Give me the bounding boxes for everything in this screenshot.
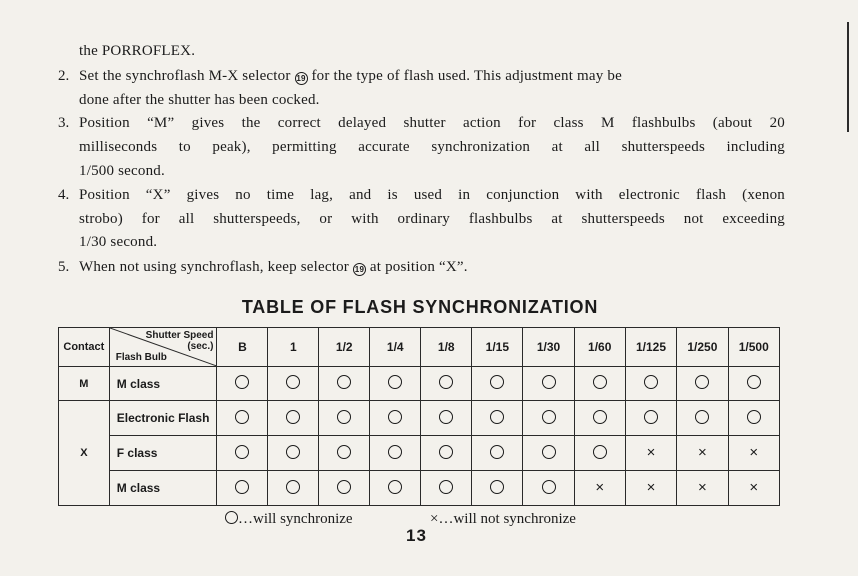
item-2-text-b: for the type of flash used. This adjustment may be [311, 68, 622, 84]
item-4-line-1: Position “X” gives no time lag, and is used in conjunction with electronic flash (xenon [79, 187, 785, 203]
sync-circle-icon [439, 375, 453, 389]
intro-line: the PORROFLEX. [79, 43, 196, 59]
flash-bulb-label: Flash Bulb [115, 352, 167, 363]
sync-mark-cell [728, 401, 779, 436]
flash-sync-table [58, 327, 780, 506]
speed-header: 1/125 [625, 328, 676, 367]
sync-mark-cell [677, 401, 728, 436]
sync-circle-icon [644, 375, 658, 389]
sync-circle-icon [695, 375, 709, 389]
sync-mark-cell [370, 471, 421, 506]
sync-mark-cell [625, 436, 676, 471]
sync-mark-cell [319, 436, 370, 471]
legend-sync-text: …will synchronize [238, 511, 353, 527]
sync-mark-cell [217, 436, 268, 471]
page-edge-mark [847, 22, 849, 132]
shutter-speed-text: Shutter Speed [145, 330, 214, 341]
sync-circle-icon [235, 445, 249, 459]
sync-circle-icon [337, 375, 351, 389]
speed-header: 1/8 [421, 328, 472, 367]
nosync-cross-icon: × [646, 444, 656, 461]
sync-mark-cell [728, 471, 779, 506]
sync-circle-icon [542, 480, 556, 494]
sync-mark-cell [217, 471, 268, 506]
diagonal-header-cell [109, 328, 217, 367]
sync-circle-icon [388, 445, 402, 459]
sync-mark-cell [625, 401, 676, 436]
nosync-cross-icon: × [697, 444, 707, 461]
sync-circle-icon [337, 445, 351, 459]
sync-circle-icon [439, 445, 453, 459]
sync-circle-icon [225, 511, 238, 524]
sync-circle-icon [747, 375, 761, 389]
item-2-line-1 [79, 67, 785, 85]
item-5-line-1 [79, 258, 468, 276]
sync-mark-cell [625, 367, 676, 401]
sync-circle-icon [439, 480, 453, 494]
shutter-speed-unit: (sec.) [187, 341, 214, 352]
item-5-number: 5. [58, 259, 70, 275]
sync-mark-cell [319, 367, 370, 401]
bulb-cell: M class [109, 367, 217, 401]
nosync-cross-icon: × [749, 444, 759, 461]
sync-mark-cell [574, 471, 625, 506]
sync-circle-icon [542, 410, 556, 424]
contact-cell: X [59, 401, 110, 506]
sync-mark-cell [268, 367, 319, 401]
sync-mark-cell [319, 401, 370, 436]
bulb-cell: F class [109, 436, 217, 471]
speed-header: 1/60 [574, 328, 625, 367]
item-3-line-1: Position “M” gives the correct delayed shutter action for class M flashbulbs (about 20 [79, 115, 785, 131]
sync-mark-cell [268, 436, 319, 471]
legend-sync [225, 510, 353, 528]
speed-header: 1/500 [728, 328, 779, 367]
speed-header: B [217, 328, 268, 367]
sync-mark-cell [677, 471, 728, 506]
sync-mark-cell [523, 401, 574, 436]
nosync-cross-icon: × [595, 479, 605, 496]
table-row [59, 471, 780, 506]
speed-header: 1/250 [677, 328, 728, 367]
item-2-line-2: done after the shutter has been cocked. [79, 92, 320, 108]
sync-circle-icon [235, 480, 249, 494]
sync-circle-icon [695, 410, 709, 424]
sync-mark-cell [370, 436, 421, 471]
sync-circle-icon [644, 410, 658, 424]
sync-mark-cell [370, 401, 421, 436]
item-4-line-2: strobo) for all shutterspeeds, or with ordinary flashbulbs at shutterspeeds not exceeding [79, 211, 785, 227]
sync-mark-cell [574, 436, 625, 471]
legend-nosync [430, 510, 576, 528]
speed-header: 1/30 [523, 328, 574, 367]
sync-circle-icon [337, 410, 351, 424]
table-title: TABLE OF FLASH SYNCHRONIZATION [241, 297, 599, 317]
sync-circle-icon [593, 410, 607, 424]
sync-circle-icon [388, 375, 402, 389]
sync-mark-cell [472, 471, 523, 506]
speed-header: 1/2 [319, 328, 370, 367]
nosync-cross-icon: × [646, 479, 656, 496]
sync-mark-cell [421, 367, 472, 401]
item-2-number: 2. [58, 68, 70, 84]
sync-mark-cell [625, 471, 676, 506]
item-5-text-a: When not using synchroflash, keep selector [79, 259, 349, 275]
item-4-line-3: 1/30 second. [79, 234, 158, 250]
sync-mark-cell [677, 436, 728, 471]
sync-mark-cell [370, 367, 421, 401]
sync-circle-icon [439, 410, 453, 424]
legend-nosync-text: …will not synchronize [438, 511, 576, 527]
sync-mark-cell [319, 471, 370, 506]
item-2-text-a: Set the synchroflash M-X selector [79, 68, 291, 84]
sync-circle-icon [490, 375, 504, 389]
sync-mark-cell [421, 436, 472, 471]
sync-circle-icon [490, 480, 504, 494]
sync-mark-cell [523, 471, 574, 506]
sync-circle-icon [542, 375, 556, 389]
sync-mark-cell [472, 436, 523, 471]
sync-mark-cell [728, 436, 779, 471]
table-row [59, 401, 780, 436]
sync-mark-cell [523, 436, 574, 471]
speed-header: 1/15 [472, 328, 523, 367]
nosync-cross-icon: × [697, 479, 707, 496]
sync-mark-cell [574, 367, 625, 401]
item-5-text-b: at position “X”. [369, 259, 468, 275]
sync-mark-cell [574, 401, 625, 436]
sync-circle-icon [747, 410, 761, 424]
sync-mark-cell [421, 471, 472, 506]
selector-ref-icon: 19 [354, 265, 365, 274]
item-3-line-2: milliseconds to peak), permitting accurate synchronization at all shutterspeeds including [79, 139, 785, 155]
sync-circle-icon [235, 410, 249, 424]
sync-circle-icon [286, 480, 300, 494]
sync-circle-icon [235, 375, 249, 389]
sync-circle-icon [593, 445, 607, 459]
speed-header: 1/4 [370, 328, 421, 367]
contact-cell: M [59, 367, 110, 401]
shutter-speed-label [146, 330, 214, 352]
sync-circle-icon [388, 410, 402, 424]
bulb-cell: M class [109, 471, 217, 506]
item-4-number: 4. [58, 187, 70, 203]
table-header-row [59, 328, 780, 367]
sync-circle-icon [388, 480, 402, 494]
sync-circle-icon [337, 480, 351, 494]
item-3-line-3: 1/500 second. [79, 163, 165, 179]
sync-circle-icon [542, 445, 556, 459]
sync-mark-cell [728, 367, 779, 401]
sync-mark-cell [472, 401, 523, 436]
sync-mark-cell [217, 401, 268, 436]
sync-mark-cell [421, 401, 472, 436]
sync-circle-icon [286, 410, 300, 424]
table-row [59, 436, 780, 471]
contact-header: Contact [59, 328, 110, 367]
nosync-cross-icon: × [430, 511, 439, 527]
sync-mark-cell [268, 401, 319, 436]
sync-circle-icon [593, 375, 607, 389]
selector-ref-icon: 19 [296, 74, 306, 83]
sync-circle-icon [286, 375, 300, 389]
sync-mark-cell [523, 367, 574, 401]
sync-mark-cell [677, 367, 728, 401]
bulb-cell: Electronic Flash [109, 401, 217, 436]
sync-mark-cell [268, 471, 319, 506]
sync-circle-icon [490, 445, 504, 459]
sync-mark-cell [472, 367, 523, 401]
sync-circle-icon [286, 445, 300, 459]
table-row [59, 367, 780, 401]
page-number: 13 [406, 526, 427, 545]
sync-mark-cell [217, 367, 268, 401]
nosync-cross-icon: × [749, 479, 759, 496]
sync-circle-icon [490, 410, 504, 424]
item-3-number: 3. [58, 115, 70, 131]
speed-header: 1 [268, 328, 319, 367]
